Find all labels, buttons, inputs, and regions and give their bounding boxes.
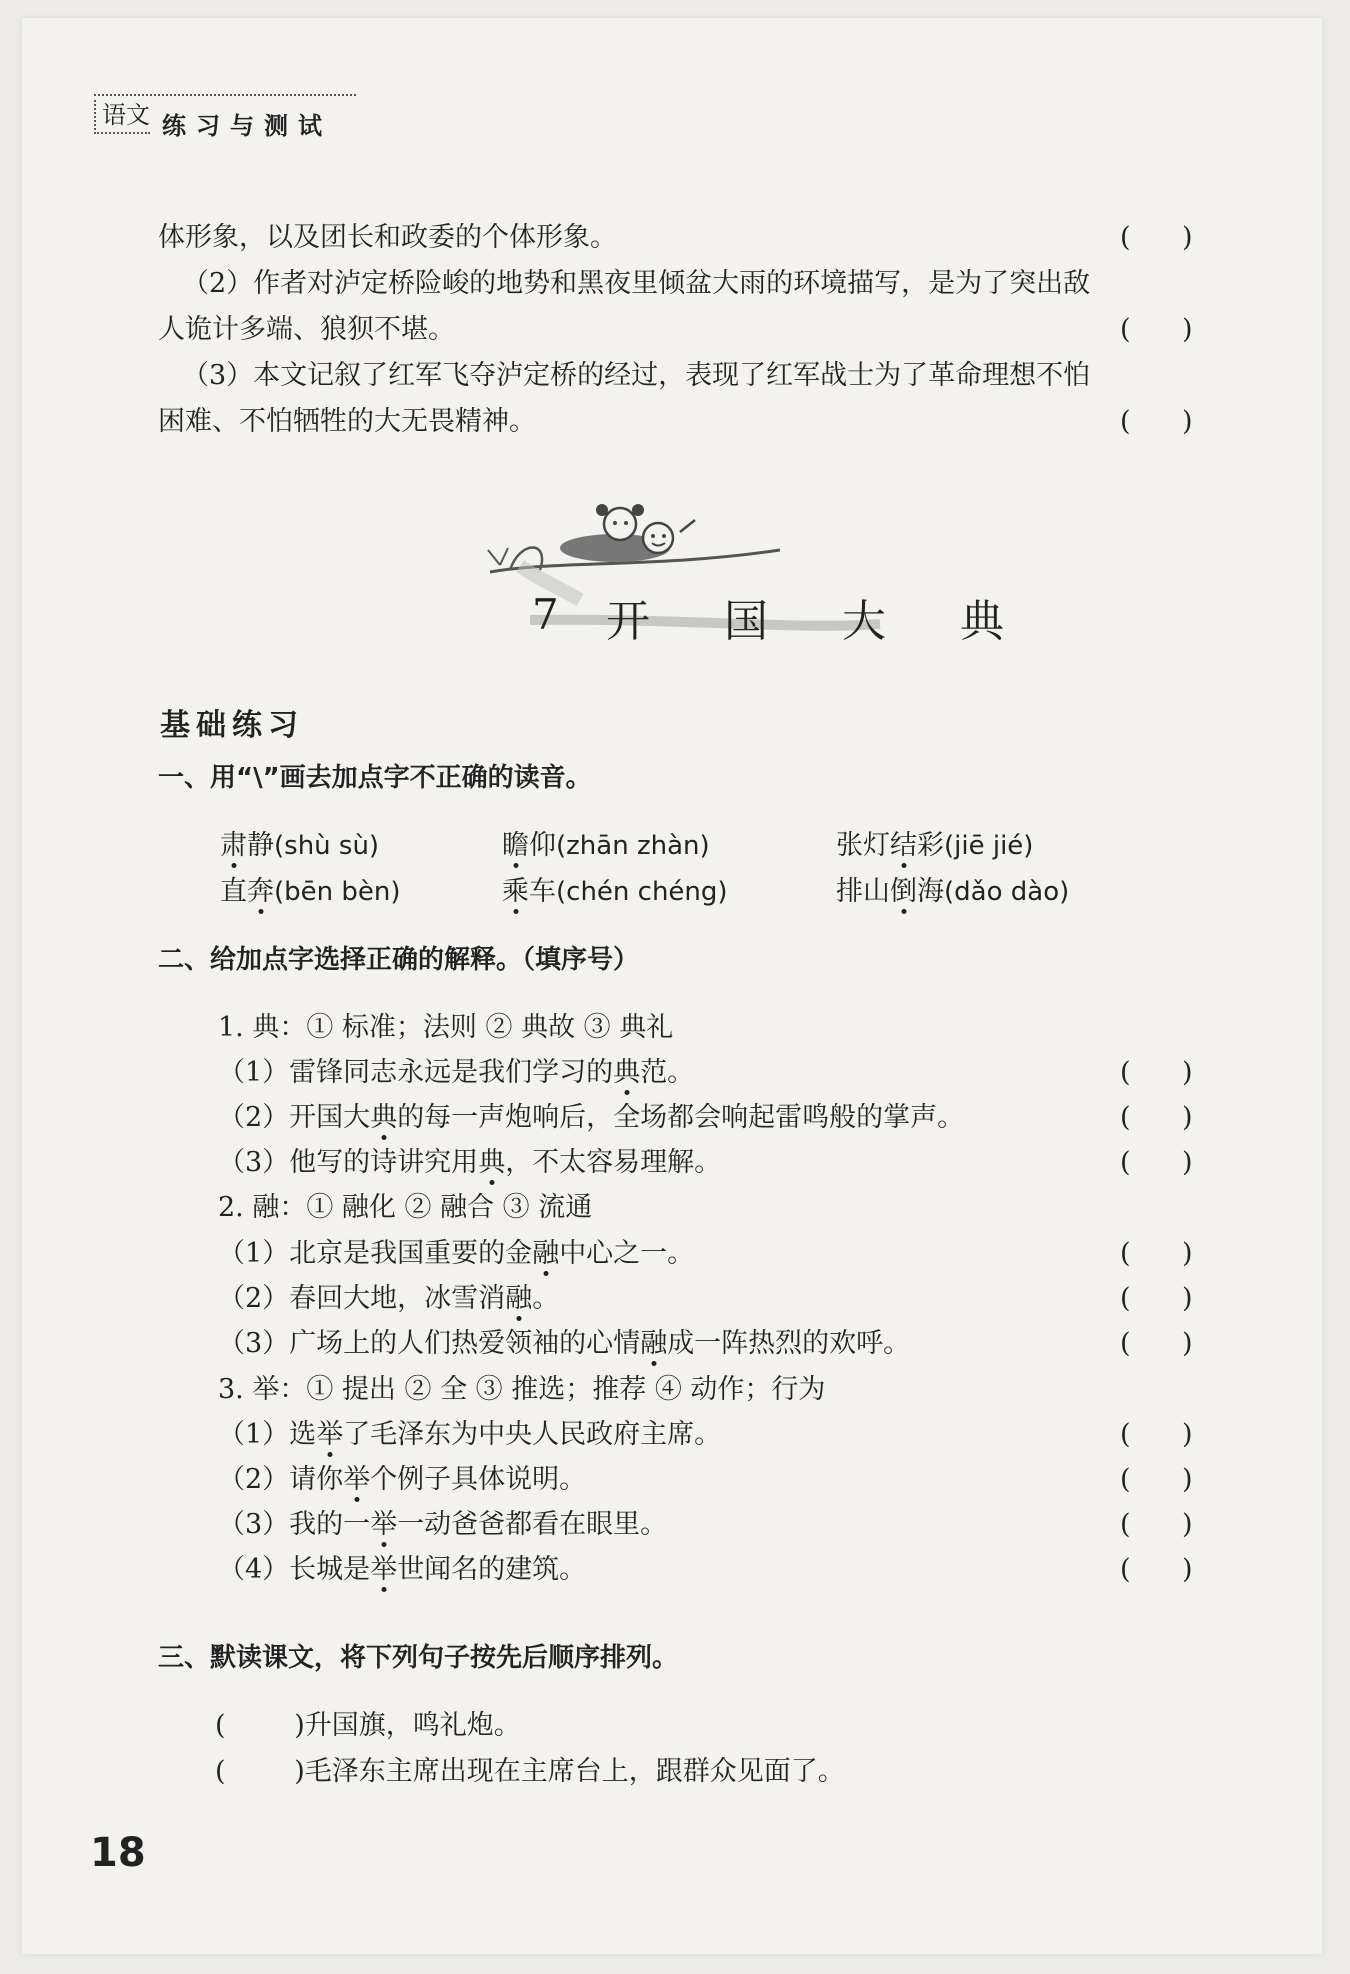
sentence-part: （1）雷锋同志永远是我们学习的 [218, 1057, 614, 1088]
pinyin-item [502, 874, 728, 910]
word-part: 彩 [917, 830, 944, 861]
lesson-number: 7 [532, 590, 559, 639]
answer-blank[interactable]: ( ) [1120, 222, 1193, 253]
sentence-part: 世闻名的建筑。 [397, 1554, 587, 1585]
sentence-part: 了毛泽东为中央人民政府主席。 [343, 1419, 722, 1450]
word-part: 静 [247, 830, 274, 861]
pinyin-item [220, 874, 401, 910]
pinyin-item [220, 828, 379, 864]
dotted-char: 典 [370, 1102, 398, 1133]
pinyin-item [836, 828, 1033, 864]
exercise-line [218, 1055, 694, 1091]
pinyin-options[interactable]: (bēn bèn) [274, 877, 401, 907]
order-item [215, 1754, 845, 1790]
lesson-title: 开 国 大 典 [606, 596, 1034, 647]
definition-line: 2. 融：① 融化 ② 融合 ③ 流通 [218, 1192, 593, 1223]
answer-blank[interactable]: ( ) [1120, 1283, 1193, 1314]
exercise-line [218, 1100, 964, 1136]
carryover-line: （2）作者对泸定桥险峻的地势和黑夜里倾盆大雨的环境描写，是为了突出敌 [182, 268, 1091, 299]
exercise-line [218, 1281, 559, 1317]
pinyin-item [836, 874, 1069, 910]
pinyin-options[interactable]: (dǎo dào) [944, 877, 1070, 907]
dotted-char: 乘 [502, 876, 529, 907]
sentence-part: （2）请你 [218, 1464, 344, 1495]
sentence-part: 个例子具体说明。 [370, 1464, 587, 1495]
sentence-part: ，不太容易理解。 [505, 1147, 722, 1178]
section-title: 基础练习 [160, 708, 304, 743]
definition-line: 1. 典：① 标准；法则 ② 典故 ③ 典礼 [218, 1012, 674, 1043]
header-subject: 语文 [94, 100, 150, 134]
sentence-part: 中心之一。 [559, 1238, 695, 1269]
answer-blank[interactable]: ( ) [1120, 1057, 1193, 1088]
exercise-line [218, 1417, 721, 1453]
dotted-char: 举 [316, 1419, 344, 1450]
word-part: 直 [220, 876, 247, 907]
pinyin-options[interactable]: (chén chéng) [556, 877, 728, 907]
order-sentence: 毛泽东主席出现在主席台上，跟群众见面了。 [304, 1756, 845, 1787]
page-header [70, 84, 360, 142]
sentence-part: （3）他写的诗讲究用 [218, 1147, 479, 1178]
dotted-char: 结 [890, 830, 917, 861]
exercise-line [218, 1507, 667, 1543]
word-part: 仰 [529, 830, 556, 861]
sentence-part: 成一阵热烈的欢呼。 [667, 1328, 911, 1359]
sentence-part: （3）我的一 [218, 1509, 371, 1540]
dotted-char: 融 [505, 1283, 533, 1314]
exercise-line [218, 1236, 694, 1272]
order-blank[interactable]: ( ) [215, 1710, 305, 1741]
answer-blank[interactable]: ( ) [1120, 314, 1193, 345]
answer-blank[interactable]: ( ) [1120, 1238, 1193, 1269]
header-divider [94, 94, 356, 96]
dotted-char: 融 [640, 1328, 668, 1359]
answer-blank[interactable]: ( ) [1120, 1147, 1193, 1178]
sentence-part: （1）选 [218, 1419, 317, 1450]
word-part: 张灯 [836, 830, 890, 861]
question-3-heading: 三、默读课文，将下列句子按先后顺序排列。 [158, 1643, 679, 1673]
dotted-char: 举 [343, 1464, 371, 1495]
dotted-char: 肃 [220, 830, 247, 861]
dotted-char: 典 [478, 1147, 506, 1178]
answer-blank[interactable]: ( ) [1120, 1509, 1193, 1540]
dotted-char: 瞻 [502, 830, 529, 861]
dotted-char: 融 [532, 1238, 560, 1269]
sentence-part: 的每一声炮响后，全场都会响起雷鸣般的掌声。 [397, 1102, 965, 1133]
word-part: 排山 [836, 876, 890, 907]
sentence-part: 。 [532, 1283, 560, 1314]
header-divider [94, 132, 150, 134]
carryover-line: 人诡计多端、狼狈不堪。 [158, 314, 455, 345]
dotted-char: 倒 [890, 876, 917, 907]
header-title: 练习与测试 [162, 112, 332, 140]
sentence-part: （2）春回大地，冰雪消 [218, 1283, 506, 1314]
sentence-part: （1）北京是我国重要的金 [218, 1238, 533, 1269]
dotted-char: 典 [613, 1057, 641, 1088]
answer-blank[interactable]: ( ) [1120, 1464, 1193, 1495]
sentence-part: 范。 [640, 1057, 695, 1088]
sentence-part: （4）长城是 [218, 1554, 371, 1585]
answer-blank[interactable]: ( ) [1120, 1419, 1193, 1450]
sentence-part: （2）开国大 [218, 1102, 371, 1133]
dotted-char: 举 [370, 1509, 398, 1540]
dotted-char: 举 [370, 1554, 398, 1585]
carryover-line: （3）本文记叙了红军飞夺泸定桥的经过，表现了红军战士为了革命理想不怕 [182, 360, 1091, 391]
pinyin-options[interactable]: (shù sù) [274, 831, 380, 861]
page-number: 18 [90, 1830, 146, 1876]
answer-blank[interactable]: ( ) [1120, 406, 1193, 437]
order-sentence: 升国旗，鸣礼炮。 [304, 1710, 521, 1741]
exercise-line [218, 1145, 721, 1181]
answer-blank[interactable]: ( ) [1120, 1328, 1193, 1359]
pinyin-options[interactable]: (zhān zhàn) [556, 831, 710, 861]
carryover-line: 困难、不怕牺牲的大无畏精神。 [158, 406, 536, 437]
pinyin-options[interactable]: (jiē jié) [944, 831, 1034, 861]
answer-blank[interactable]: ( ) [1120, 1102, 1193, 1133]
word-part: 海 [917, 876, 944, 907]
exercise-line [218, 1326, 910, 1362]
exercise-line [218, 1462, 586, 1498]
pinyin-item [502, 828, 710, 864]
order-blank[interactable]: ( ) [215, 1756, 305, 1787]
order-item [215, 1708, 521, 1744]
carryover-line: 体形象，以及团长和政委的个体形象。 [158, 222, 617, 253]
exercise-line [218, 1552, 586, 1588]
word-part: 车 [529, 876, 556, 907]
sentence-part: （3）广场上的人们热爱领袖的心情 [218, 1328, 641, 1359]
question-1-heading: 一、用“\”画去加点字不正确的读音。 [158, 763, 592, 793]
definition-line: 3. 举：① 提出 ② 全 ③ 推选；推荐 ④ 动作；行为 [218, 1374, 826, 1405]
answer-blank[interactable]: ( ) [1120, 1554, 1193, 1585]
dotted-char: 奔 [247, 876, 274, 907]
question-2-heading: 二、给加点字选择正确的解释。（填序号） [158, 945, 640, 975]
sentence-part: 一动爸爸都看在眼里。 [397, 1509, 668, 1540]
